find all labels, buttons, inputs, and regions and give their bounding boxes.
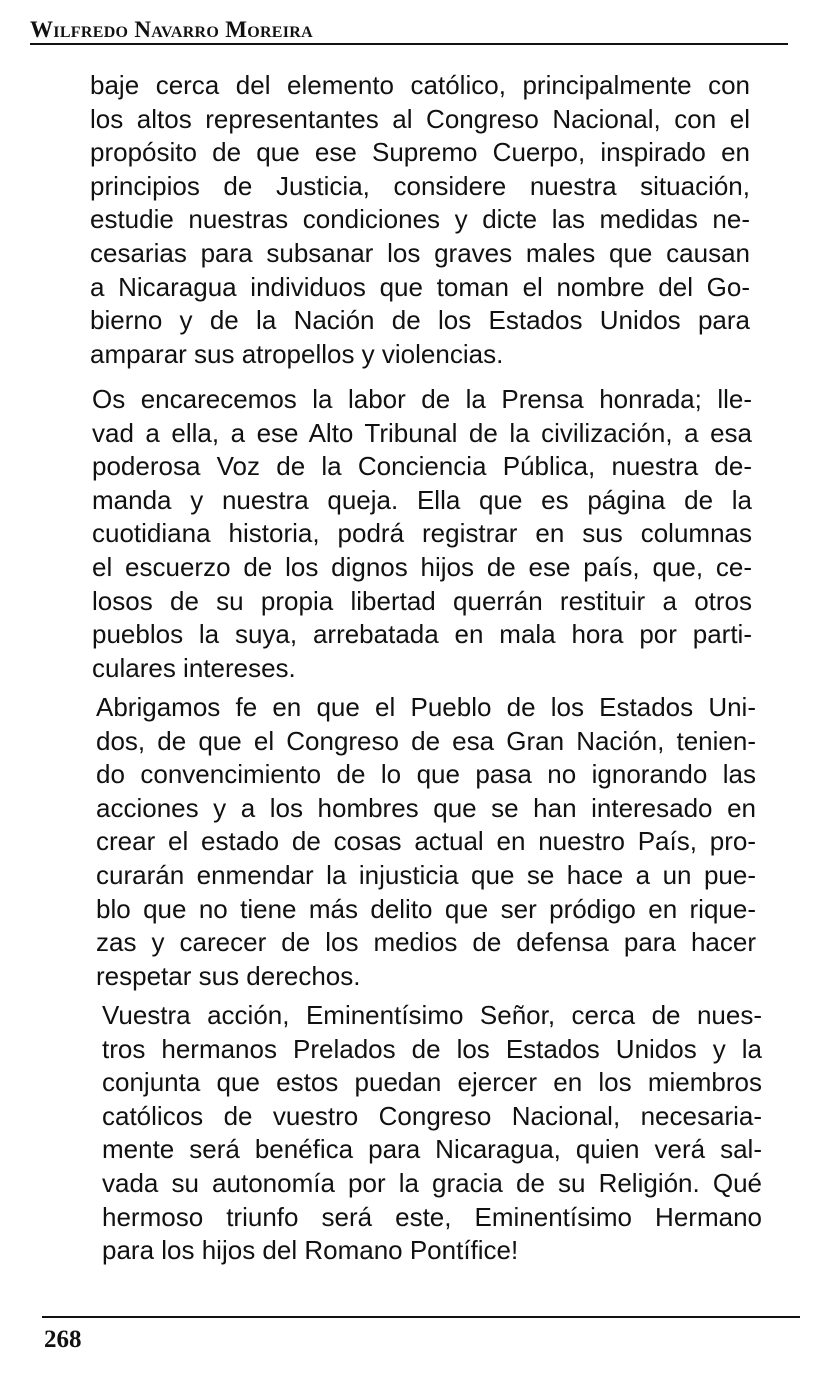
text-line: respetar sus derechos.: [96, 960, 361, 991]
text-line: dos, de que el Congreso de esa Gran Nación, tenien-: [96, 725, 756, 756]
text-line: estudie nuestras condiciones y dicte las medidas ne-: [90, 204, 750, 235]
text-line: amparar sus atropellos y violencias.: [90, 338, 504, 369]
text-line: conjunta que estos puedan ejercer en los miembros: [102, 1067, 762, 1098]
text-line: el escuerzo de los dignos hijos de ese país, que, ce-: [92, 551, 752, 582]
paragraph-1: [90, 69, 750, 371]
text-line: católicos de vuestro Congreso Nacional, necesaria-: [102, 1100, 762, 1131]
text-line: culares intereses.: [92, 652, 296, 683]
text-line: bierno y de la Nación de los Estados Unidos para: [90, 305, 750, 336]
text-line: propósito de que ese Supremo Cuerpo, inspirado en: [90, 137, 750, 168]
text-line: hermoso triunfo será este, Eminentísimo Hermano: [102, 1201, 762, 1232]
text-line: losos de su propia libertad querrán restituir a otros: [92, 585, 752, 616]
running-header-title: Wilfredo Navarro Moreira: [30, 17, 314, 42]
page-number: 268: [44, 1326, 82, 1353]
text-line: mente será benéfica para Nicaragua, quien verá sal-: [102, 1134, 762, 1165]
text-line: do convencimiento de lo que pasa no ignorando las: [96, 759, 756, 790]
text-line: poderosa Voz de la Conciencia Pública, nuestra de-: [92, 451, 752, 482]
text-line: cesarias para subsanar los graves males que causan: [90, 237, 750, 268]
text-line: manda y nuestra queja. Ella que es página de la: [92, 484, 752, 515]
text-line: a Nicaragua individuos que toman el nombre del Go-: [90, 271, 750, 302]
text-line: zas y carecer de los medios de defensa para hacer: [96, 927, 756, 958]
text-line: vada su autonomía por la gracia de su Religión. Qué: [102, 1167, 762, 1198]
text-line: vad a ella, a ese Alto Tribunal de la civilización, a esa: [92, 417, 752, 448]
text-line: pueblos la suya, arrebatada en mala hora por parti-: [92, 619, 752, 650]
text-line: curarán enmendar la injusticia que se hace a un pue-: [96, 859, 756, 890]
text-line: blo que no tiene más delito que ser pródigo en rique-: [96, 893, 756, 924]
text-line: baje cerca del elemento católico, principalmente con: [90, 70, 750, 100]
text-line: principios de Justicia, considere nuestra situación,: [90, 170, 750, 201]
text-line: Os encarecemos la labor de la Prensa honrada; lle-: [92, 384, 752, 414]
text-line: tros hermanos Prelados de los Estados Unidos y la: [102, 1033, 762, 1064]
header-divider: [30, 43, 788, 45]
text-line: Vuestra acción, Eminentísimo Señor, cerca de nues-: [102, 1000, 762, 1030]
footer-divider: [42, 1316, 800, 1318]
paragraph-4: [102, 999, 762, 1268]
text-line: los altos representantes al Congreso Nacional, con el: [90, 103, 750, 134]
paragraph-3: [96, 691, 756, 993]
text-line: Abrigamos fe en que el Pueblo de los Estados Uni-: [96, 692, 756, 722]
text-line: para los hijos del Romano Pontífice!: [102, 1235, 519, 1266]
paragraph-2: [92, 383, 752, 685]
text-line: crear el estado de cosas actual en nuestro País, pro-: [96, 826, 756, 857]
text-line: acciones y a los hombres que se han interesado en: [96, 792, 756, 823]
text-line: cuotidiana historia, podrá registrar en sus columnas: [92, 518, 752, 549]
